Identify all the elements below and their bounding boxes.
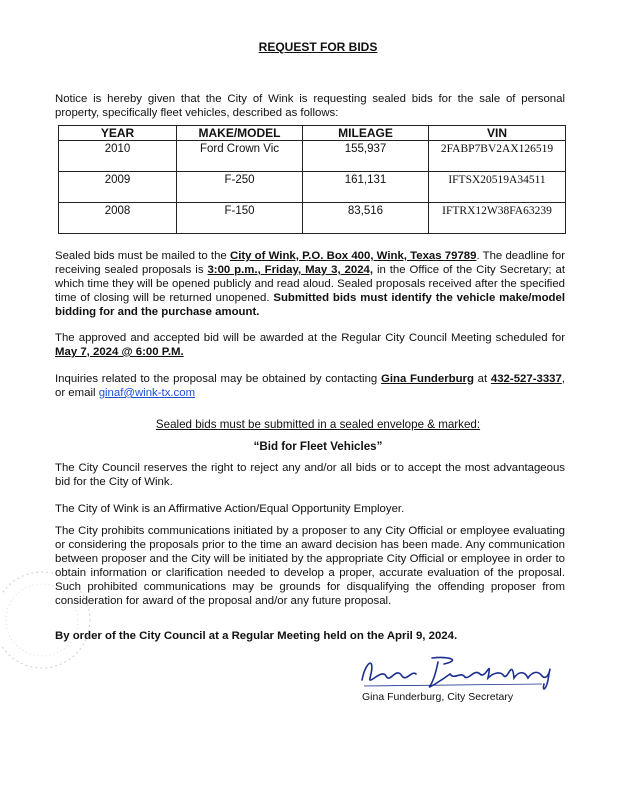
cell-year: 2008 xyxy=(59,203,177,234)
signature-caption: Gina Funderburg, City Secretary xyxy=(362,691,514,703)
cell-vin: 2FABP7BV2AX126519 xyxy=(429,141,566,172)
award-text: The approved and accepted bid will be awarded at the Regular City Council Meeting scheduled for xyxy=(55,332,565,344)
sealed-bids-paragraph xyxy=(55,249,565,319)
cell-vin: IFTRX12W38FA63239 xyxy=(429,203,566,234)
bid-requirement: Submitted bids must identify the vehicle make/model bidding for and the purchase amount. xyxy=(55,292,566,318)
header-mileage: MILEAGE xyxy=(303,126,429,141)
envelope-marking: “Bid for Fleet Vehicles” xyxy=(253,440,383,453)
cell-year: 2010 xyxy=(59,141,177,172)
cell-mileage: 161,131 xyxy=(303,172,429,203)
table-header-row xyxy=(59,126,566,141)
inquiries-paragraph xyxy=(55,372,565,400)
order-statement: By order of the City Council at a Regular Meeting held on the April 9, 2024. xyxy=(55,630,458,642)
cell-mileage: 83,516 xyxy=(303,203,429,234)
deadline: 3:00 p.m., Friday, May 3, 2024, xyxy=(207,264,374,276)
contact-phone: 432-527-3337 xyxy=(490,373,562,385)
city-seal-stamp-icon xyxy=(2,560,112,680)
award-date: May 7, 2024 @ 6:00 P.M. xyxy=(55,346,184,358)
intro-paragraph: Notice is hereby given that the City of Wink is requesting sealed bids for the sale of personal property, specifically fleet vehicles, described as follows: xyxy=(55,93,565,119)
header-make-model: MAKE/MODEL xyxy=(177,126,303,141)
sealed-text-1: Sealed bids must be mailed to the xyxy=(55,250,230,262)
award-paragraph xyxy=(55,331,565,359)
sealed-text-3: in the Office of the City Secretary; at which time they will be opened publicly and read aloud. Sealed proposals received after the specified time of closing will be returned unopened. xyxy=(55,264,565,304)
envelope-note: Sealed bids must be submitted in a sealed envelope & marked: xyxy=(155,418,481,431)
header-vin: VIN xyxy=(429,126,566,141)
contact-email-link[interactable]: ginaf@wink-tx.com xyxy=(98,387,196,399)
sealed-text-2: . The deadline for receiving sealed proposals is xyxy=(55,250,565,276)
table-row xyxy=(59,141,566,172)
cell-mileage: 155,937 xyxy=(303,141,429,172)
mailing-address: City of Wink, P.O. Box 400, Wink, Texas 79789 xyxy=(229,250,477,262)
cell-vin: IFTSX20519A34511 xyxy=(429,172,566,203)
table-row xyxy=(59,203,566,234)
header-year: YEAR xyxy=(59,126,177,141)
inquiries-text-3: , or email xyxy=(55,373,565,399)
signature xyxy=(352,650,572,694)
page-title: REQUEST FOR BIDS xyxy=(258,40,378,54)
cell-make-model: F-250 xyxy=(177,172,303,203)
table-row xyxy=(59,172,566,203)
reserve-paragraph: The City Council reserves the right to reject any and/or all bids or to accept the most advantageous bid for the City of Wink. xyxy=(55,462,565,488)
cell-make-model: Ford Crown Vic xyxy=(177,141,303,172)
inquiries-text-2: at xyxy=(473,373,491,385)
eoe-paragraph: The City of Wink is an Affirmative Action/Equal Opportunity Employer. xyxy=(55,503,405,515)
inquiries-text-1: Inquiries related to the proposal may be obtained by contacting xyxy=(55,373,381,385)
contact-name: Gina Funderburg xyxy=(380,373,474,385)
prohibition-paragraph: The City prohibits communications initiated by a proposer to any City Official or employee evaluating or considering the proposals prior to the time an award decision has been made. Any communication between proposer and the City will be initiated by the appropriate City Official or employee in order to obtain information or clarification needed to develop a proper, accurate evaluation of the proposal. Such prohibited communications may be grounds for disqualifying the offending proposer from consideration for award of the proposal and/or any future proposal. xyxy=(55,525,565,607)
vehicle-table xyxy=(58,125,566,234)
cell-year: 2009 xyxy=(59,172,177,203)
cell-make-model: F-150 xyxy=(177,203,303,234)
